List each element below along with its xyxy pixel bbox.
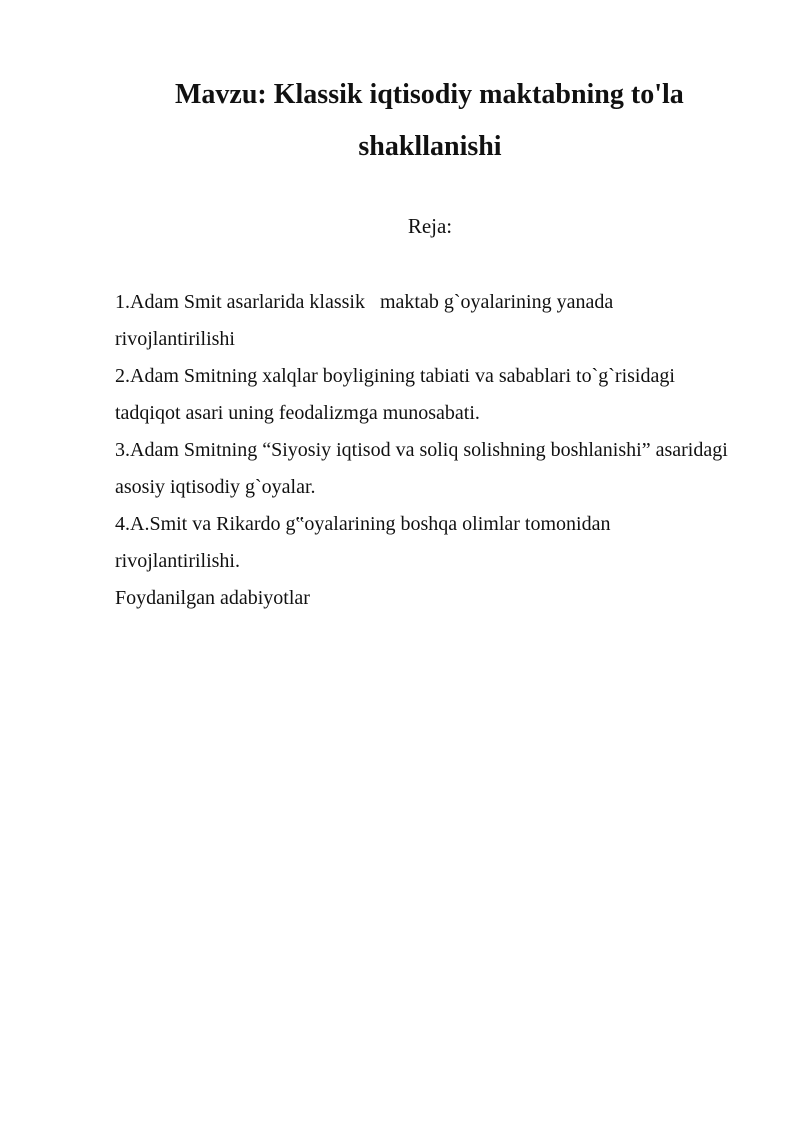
plan-list <box>115 284 735 617</box>
plan-item-3: 3.Adam Smitning “Siyosiy iqtisod va soliq solishning boshlanishi” asaridagi asosiy iqtisodiy g`oyalar. <box>115 439 733 498</box>
plan-item-references: Foydanilgan adabiyotlar <box>115 587 310 609</box>
document-title-line-2: shakllanishi <box>358 131 502 162</box>
plan-item-1: 1.Adam Smit asarlarida klassik maktab g`oyalarining yanada rivojlantirilishi <box>115 291 619 350</box>
document-title-line-1: Mavzu: Klassik iqtisodiy maktabning to'la <box>175 79 684 110</box>
plan-item-2: 2.Adam Smitning xalqlar boyligining tabiati va sabablari to`g`risidagi tadqiqot asari uning feodalizmga munosabati. <box>115 365 680 424</box>
plan-item-4: 4.A.Smit va Rikardo g‟oyalarining boshqa olimlar tomonidan rivojlantirilishi. <box>115 513 616 572</box>
plan-heading: Reja: <box>407 214 453 238</box>
